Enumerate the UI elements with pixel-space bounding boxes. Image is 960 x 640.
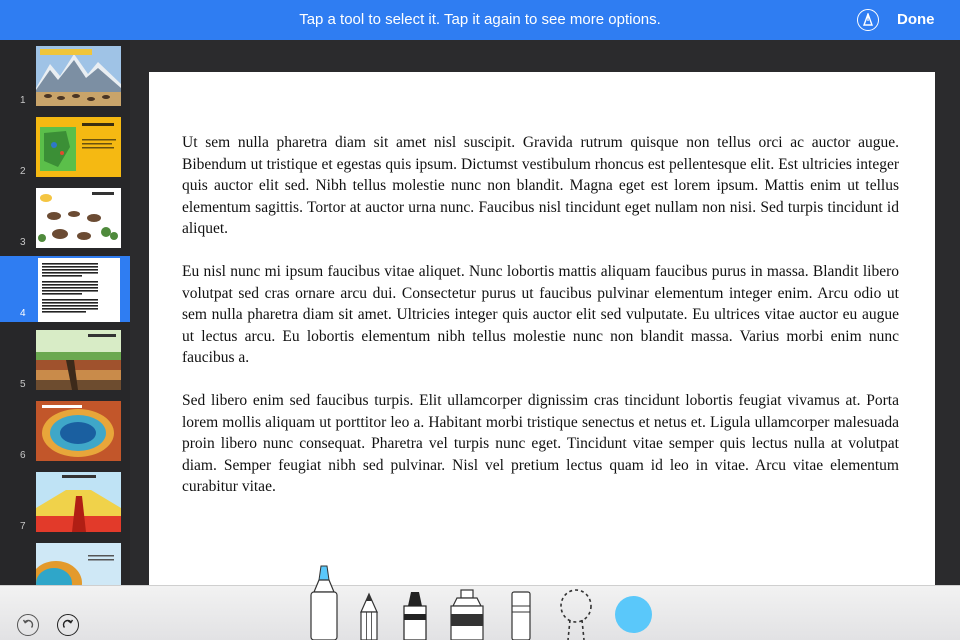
paragraph-3: Sed libero enim sed faucibus turpis. Elit ullamcorper dignissim cras tincidunt lobortis feugiat vivamus at. Porta lorem mollis aliquam ut porttitor leo a. Habitant morbi tristique senectus et netus et. Ligula ullamcorper malesuada proin libero nunc consequat. Pharetra vel turpis nunc eget. Tincidunt vitae semper quis lectus nulla at volutpat diam. Semper feugiat nibh sed pulvinar. Nisl vel pretium lectus quam id leo in vitae. Arcu vitae elementum curabitur vitae. [182,392,899,495]
slide-thumbnail-7[interactable] [0,469,130,535]
eraser-tool[interactable] [508,590,534,640]
slide-thumbnail-5[interactable] [0,327,130,393]
slide-thumbnail-8[interactable] [0,540,130,585]
slide-thumbnail-1[interactable] [0,43,130,109]
slide-1-preview [36,46,121,106]
paint-tube-tool[interactable] [447,588,487,640]
slide-number: 1 [20,95,26,106]
slide-4-preview [38,258,120,322]
pen-nib-icon[interactable] [857,9,879,31]
color-picker-button[interactable] [615,596,652,633]
slide-number: 3 [20,237,26,248]
slide-thumbnail-6[interactable] [0,398,130,464]
slide-navigator[interactable] [0,40,130,585]
slide-2-preview [36,117,121,177]
paragraph-2: Eu nisl nunc mi ipsum faucibus vitae aliquet. Nunc lobortis mattis aliquam faucibus purus in massa. Blandit libero volutpat sed cras ornare arcu dui. Consectetur purus ut faucibus pulvinar elementum integer enim. Arcu odio ut sem nulla pharetra diam sit amet. Ultricies integer quis auctor elit sed vulputate. Eu ultrices vitae auctor eu augue ut lectus arcu. Eu lobortis elementum nibh tellus molestie nunc non blandit massa. Varius morbi enim nunc faucibus a. [182,263,899,366]
slide-thumbnail-2[interactable] [0,114,130,180]
slide-number: 2 [20,166,26,177]
pencil-tool[interactable] [357,592,381,640]
slide-thumbnail-4[interactable] [0,256,130,322]
pen-tool[interactable] [308,564,340,640]
slide-number: 7 [20,521,26,532]
slide-thumbnail-3[interactable] [0,185,130,251]
slide-5-preview [36,330,121,390]
marker-tool[interactable] [400,590,430,640]
slide-number: 6 [20,450,26,461]
lasso-tool[interactable] [556,588,596,640]
slide-6-preview [36,401,121,461]
slide-canvas[interactable] [149,72,935,592]
slide-number: 4 [20,308,26,319]
undo-icon[interactable] [17,614,39,636]
drawing-mode-bar [0,0,960,40]
slide-text-body [182,132,899,519]
slide-7-preview [36,472,121,532]
redo-icon[interactable] [57,614,79,636]
tool-hint-text: Tap a tool to select it. Tap it again to see more options. [299,11,661,28]
drawing-toolbar [0,585,960,640]
slide-3-preview [36,188,121,248]
slide-8-preview [36,543,121,585]
done-button[interactable]: Done [897,11,935,28]
paragraph-1: Ut sem nulla pharetra diam sit amet nisl suscipit. Gravida rutrum quisque non tellus orci ac auctor augue. Bibendum ut tristique et egestas quis ipsum. Dictumst vestibulum rhoncus est pellentesque elit. Est ultricies integer quis auctor elit sed. Nibh tellus molestie nunc non blandit. Magna eget est lorem ipsum. Mattis enim ut tellus elementum sagittis. Tortor at auctor urna nunc. Faucibus nisl tincidunt eget nullam non nisi. Sed turpis tincidunt id aliquet. [182,134,899,237]
slide-number: 5 [20,379,26,390]
